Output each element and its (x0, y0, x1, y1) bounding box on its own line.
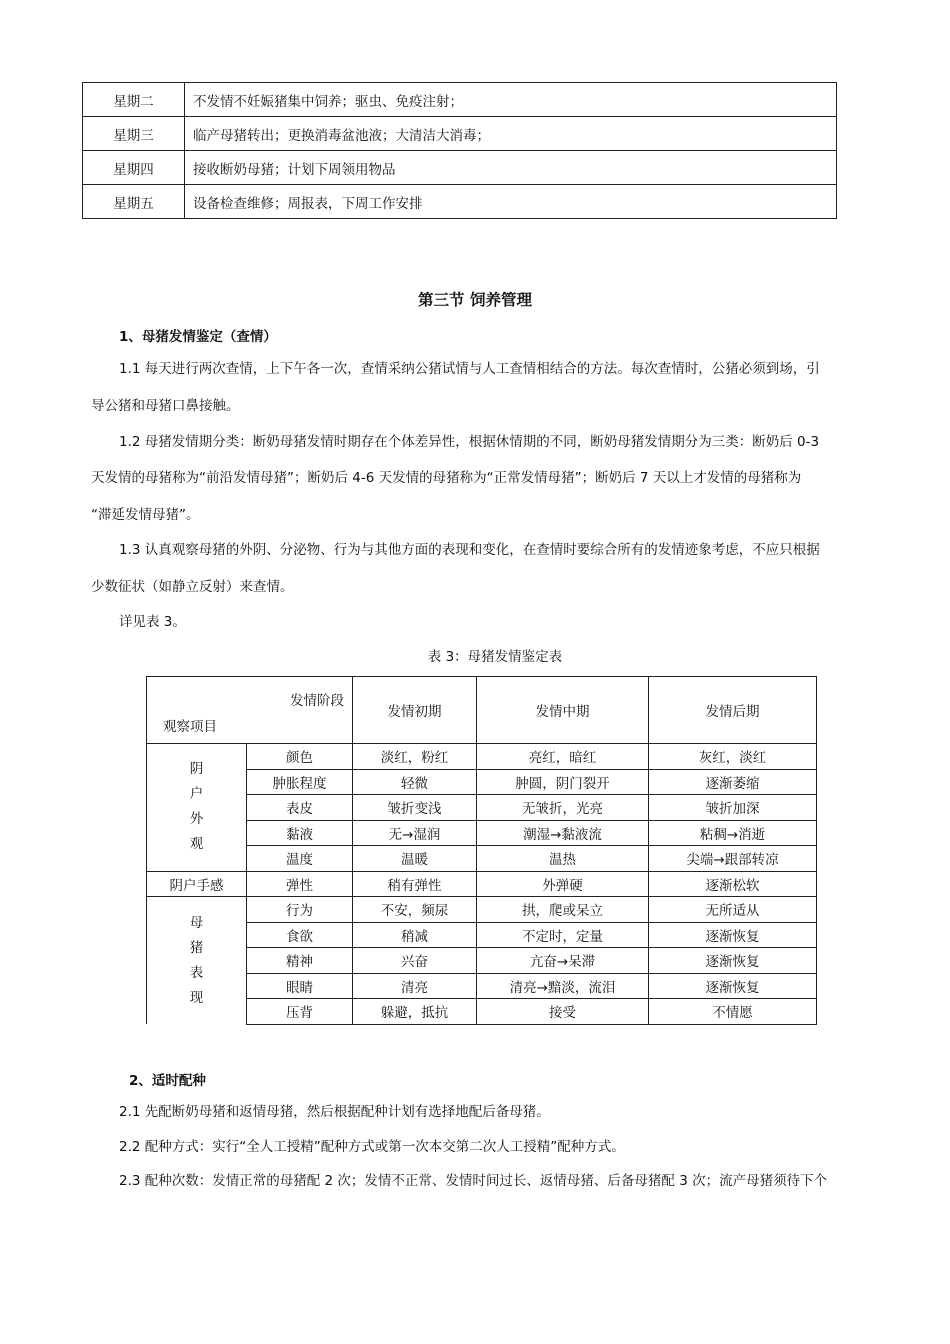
column-header: 发情中期 (477, 677, 649, 744)
late-cell: 逐渐萎缩 (649, 769, 817, 795)
item-cell: 行为 (247, 897, 353, 923)
early-cell: 无→湿润 (353, 820, 477, 846)
table-row (147, 897, 817, 923)
item-cell: 弹性 (247, 871, 353, 897)
item-cell: 眼睛 (247, 973, 353, 999)
table-row (147, 922, 817, 948)
early-cell: 躲避，抵抗 (353, 999, 477, 1025)
table-row (83, 151, 837, 185)
paragraph-2-2: 2.2 配种方式：实行“全人工授精”配种方式或第一次本交第二次人工授精”配种方式。 (119, 1139, 625, 1155)
table-row (147, 999, 817, 1025)
diagonal-header-cell (147, 677, 353, 744)
schedule-day: 星期四 (83, 151, 185, 185)
group-label-vulva-touch: 阴户手感 (147, 871, 247, 897)
mid-cell: 温热 (477, 846, 649, 872)
header-item-label: 观察项目 (163, 719, 217, 735)
paragraph-1-1-line-1: 1.1 每天进行两次查情，上下午各一次，查情采纳公猪试情与人工查情相结合的方法。每次查情时，公猪必须到场，引 (119, 361, 820, 377)
early-cell: 淡红，粉红 (353, 744, 477, 770)
column-header: 发情初期 (353, 677, 477, 744)
table-caption: 表 3：母猪发情鉴定表 (427, 649, 563, 665)
paragraph-1-3-line-2: 少数征状（如静立反射）来查情。 (91, 579, 294, 595)
mid-cell: 清亮→黯淡，流泪 (477, 973, 649, 999)
late-cell: 逐渐松软 (649, 871, 817, 897)
mid-cell: 肿圆，阴门裂开 (477, 769, 649, 795)
early-cell: 轻微 (353, 769, 477, 795)
table-row (147, 948, 817, 974)
paragraph-1-1-line-2: 导公猪和母猪口鼻接触。 (91, 398, 240, 414)
late-cell: 灰红，淡红 (649, 744, 817, 770)
item-cell: 食欲 (247, 922, 353, 948)
schedule-day: 星期二 (83, 83, 185, 117)
mid-cell: 亢奋→呆滞 (477, 948, 649, 974)
late-cell: 逐渐恢复 (649, 922, 817, 948)
item-cell: 精神 (247, 948, 353, 974)
late-cell: 逐渐恢复 (649, 948, 817, 974)
item-cell: 表皮 (247, 795, 353, 821)
item-cell: 温度 (247, 846, 353, 872)
item-cell: 肿胀程度 (247, 769, 353, 795)
group-label-vulva-appearance: 阴 户 外 观 (147, 744, 247, 872)
schedule-table (82, 82, 837, 219)
paragraph-1-3-line-1: 1.3 认真观察母猪的外阴、分泌物、行为与其他方面的表现和变化，在查情时要综合所有的发情迹象考虑，不应只根据 (119, 542, 820, 558)
early-cell: 稍有弹性 (353, 871, 477, 897)
late-cell: 逐渐恢复 (649, 973, 817, 999)
mid-cell: 不定时，定量 (477, 922, 649, 948)
mid-cell: 潮湿→黏液流 (477, 820, 649, 846)
late-cell: 无所适从 (649, 897, 817, 923)
late-cell: 尖端→跟部转凉 (649, 846, 817, 872)
paragraph-2-1: 2.1 先配断奶母猪和返情母猪，然后根据配种计划有选择地配后备母猪。 (119, 1104, 550, 1120)
subsection-heading-2: 2、适时配种 (129, 1073, 206, 1089)
early-cell: 温暖 (353, 846, 477, 872)
early-cell: 稍减 (353, 922, 477, 948)
table-row (147, 769, 817, 795)
see-table-note: 详见表 3。 (119, 614, 186, 630)
item-cell: 黏液 (247, 820, 353, 846)
paragraph-1-2-line-2: 天发情的母猪称为“前沿发情母猪”；断奶后 4-6 天发情的母猪称为“正常发情母猪”；断奶后 7 天以上才发情的母猪称为 (91, 470, 802, 486)
table-row (83, 117, 837, 151)
section-title: 第三节 饲养管理 (418, 291, 532, 309)
schedule-task: 临产母猪转出；更换消毒盆池液；大清洁大消毒； (185, 117, 837, 151)
early-cell: 皱折变浅 (353, 795, 477, 821)
schedule-day: 星期三 (83, 117, 185, 151)
schedule-task: 设备检查维修；周报表，下周工作安排 (185, 185, 837, 219)
table-header-row (147, 677, 817, 744)
mid-cell: 无皱折，光亮 (477, 795, 649, 821)
schedule-task: 接收断奶母猪；计划下周领用物品 (185, 151, 837, 185)
estrus-table (146, 676, 817, 1025)
table-row (83, 83, 837, 117)
table-row (147, 744, 817, 770)
mid-cell: 亮红，暗红 (477, 744, 649, 770)
item-cell: 颜色 (247, 744, 353, 770)
header-stage-label: 发情阶段 (290, 693, 344, 709)
mid-cell: 接受 (477, 999, 649, 1025)
table-row (147, 795, 817, 821)
table-row (147, 820, 817, 846)
mid-cell: 拱，爬或呆立 (477, 897, 649, 923)
subsection-heading-1: 1、母猪发情鉴定（查情） (119, 329, 277, 345)
paragraph-2-3: 2.3 配种次数：发情正常的母猪配 2 次；发情不正常、发情时间过长、返情母猪、后备母猪配 3 次；流产母猪须待下个 (119, 1173, 828, 1189)
early-cell: 兴奋 (353, 948, 477, 974)
late-cell: 粘稠→消逝 (649, 820, 817, 846)
paragraph-1-2-line-1: 1.2 母猪发情期分类：断奶母猪发情时期存在个体差异性，根据休情期的不同，断奶母猪发情期分为三类：断奶后 0-3 (119, 434, 820, 450)
late-cell: 皱折加深 (649, 795, 817, 821)
schedule-day: 星期五 (83, 185, 185, 219)
column-header: 发情后期 (649, 677, 817, 744)
table-row (147, 846, 817, 872)
late-cell: 不情愿 (649, 999, 817, 1025)
group-label-sow-behavior: 母 猪 表 现 (147, 897, 247, 1025)
mid-cell: 外弹硬 (477, 871, 649, 897)
item-cell: 压背 (247, 999, 353, 1025)
table-row (83, 185, 837, 219)
table-row (147, 973, 817, 999)
early-cell: 清亮 (353, 973, 477, 999)
early-cell: 不安，频尿 (353, 897, 477, 923)
schedule-task: 不发情不妊娠猪集中饲养；驱虫、免疫注射； (185, 83, 837, 117)
table-row (147, 871, 817, 897)
paragraph-1-2-line-3: “滞延发情母猪”。 (91, 507, 200, 523)
